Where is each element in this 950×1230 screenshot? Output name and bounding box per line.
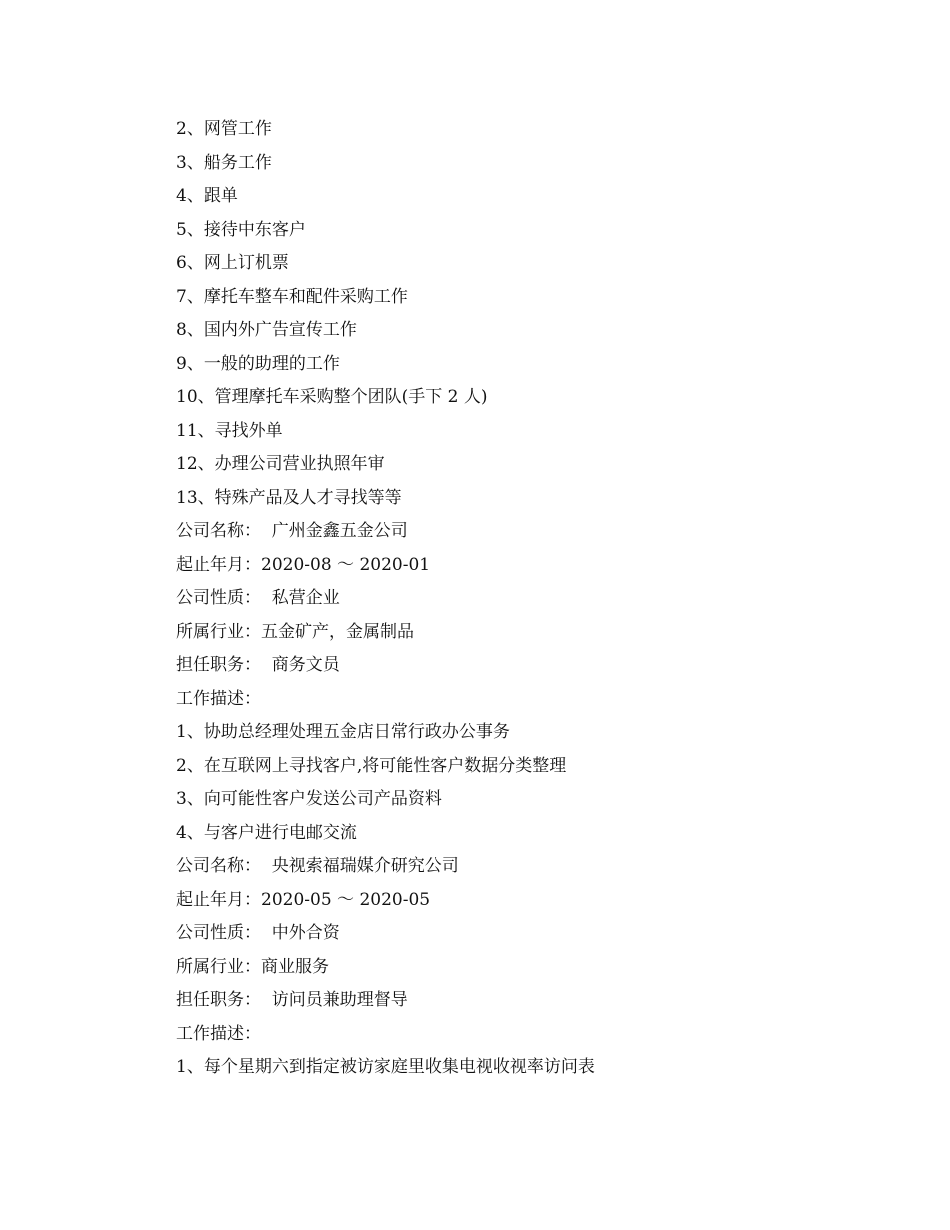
list-item: 3、向可能性客户发送公司产品资料: [176, 789, 442, 809]
date-range-line: 起止年月：2020-05 ～ 2020-05: [176, 889, 431, 910]
list-item: 4、跟单: [176, 186, 238, 206]
list-item: 7、摩托车整车和配件采购工作: [176, 286, 408, 307]
document-body: [176, 113, 876, 1085]
list-item: 6、网上订机票: [176, 253, 289, 273]
list-item: 11、寻找外单: [176, 420, 283, 441]
list-item: 5、接待中东客户: [176, 219, 306, 240]
job-description-heading: 工作描述：: [176, 1023, 261, 1044]
date-range-line: 起止年月：2020-08 ～ 2020-01: [176, 554, 431, 575]
list-item: 10、管理摩托车采购整个团队(手下 2 人): [176, 387, 488, 407]
company-type-line: 公司性质： 中外合资: [176, 923, 340, 943]
list-item: 3、船务工作: [176, 152, 272, 173]
industry-line: 所属行业：五金矿产，金属制品: [176, 621, 414, 642]
position-line: 担任职务： 商务文员: [176, 655, 340, 675]
job-description-heading: 工作描述：: [176, 688, 261, 709]
list-item: 12、办理公司营业执照年审: [176, 454, 385, 474]
list-item: 1、每个星期六到指定被访家庭里收集电视收视率访问表: [176, 1057, 595, 1077]
list-item: 1、协助总经理处理五金店日常行政办公事务: [176, 722, 510, 742]
position-line: 担任职务： 访问员兼助理督导: [176, 990, 408, 1010]
list-item: 8、国内外广告宣传工作: [176, 320, 357, 340]
company-name-line: 公司名称： 央视索福瑞媒介研究公司: [176, 856, 459, 876]
list-item: 2、网管工作: [176, 119, 272, 139]
industry-line: 所属行业：商业服务: [176, 956, 329, 977]
company-name-line: 公司名称： 广州金鑫五金公司: [176, 521, 408, 541]
list-item: 9、一般的助理的工作: [176, 353, 340, 374]
list-item: 13、特殊产品及人才寻找等等: [176, 487, 402, 508]
list-item: 2、在互联网上寻找客户,将可能性客户数据分类整理: [176, 755, 567, 776]
company-type-line: 公司性质： 私营企业: [176, 588, 340, 608]
list-item: 4、与客户进行电邮交流: [176, 822, 357, 843]
